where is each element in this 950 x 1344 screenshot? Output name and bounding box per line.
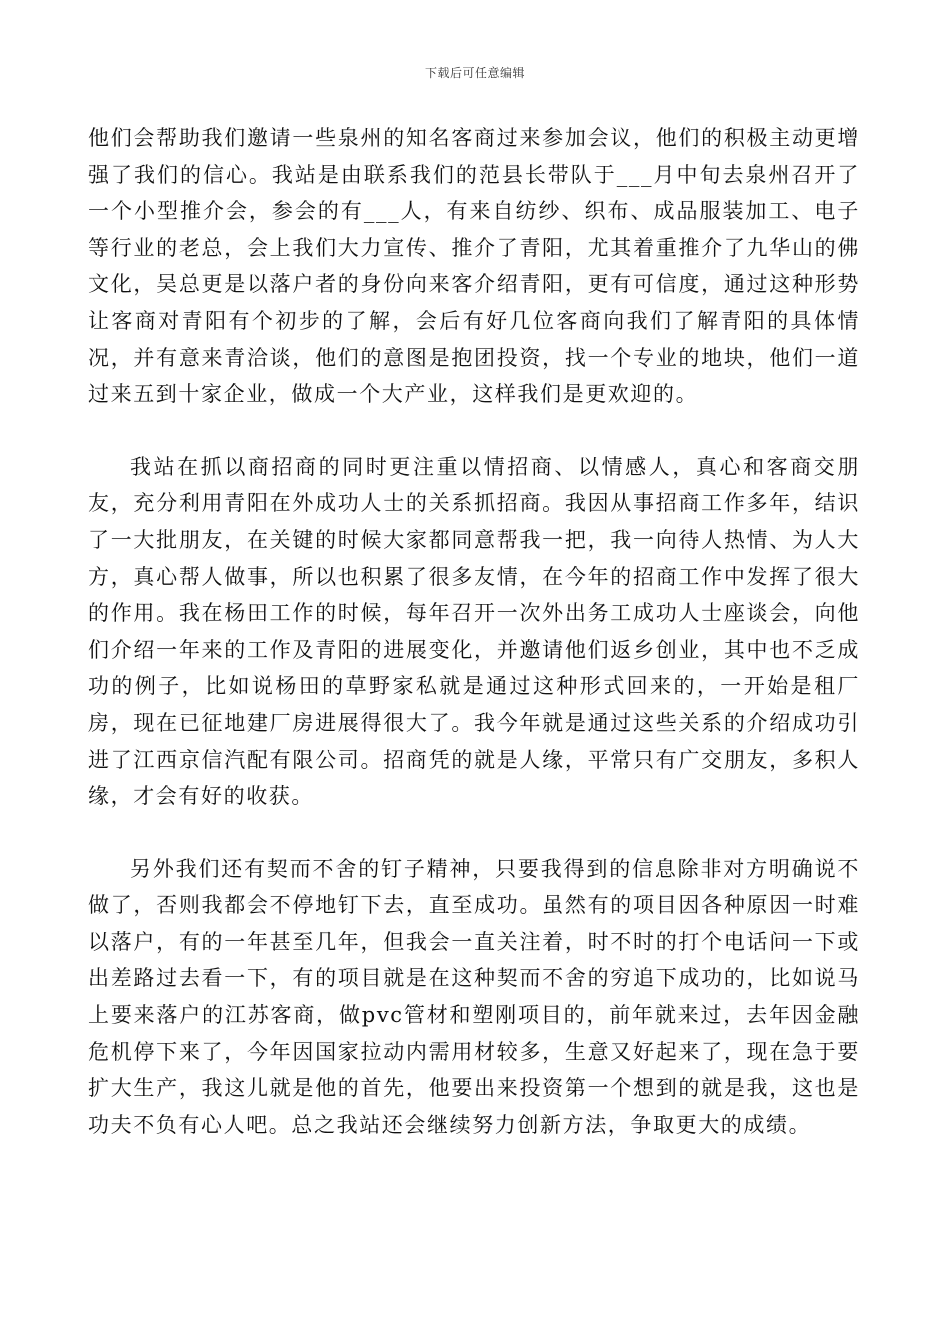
paragraph-1: 他们会帮助我们邀请一些泉州的知名客商过来参加会议，他们的积极主动更增强了我们的信心。我站是由联系我们的范县长带队于___月中旬去泉州召开了一个小型推介会，参会的有___人，有来自纺纱、织布、成品服装加工、电子等行业的老总，会上我们大力宣传、推介了青阳，尤其着重推介了九华山的佛文化，吴总更是以落户者的身份向来客介绍青阳，更有可信度，通过这种形势让客商对青阳有个初步的了解，会后有好几位客商向我们了解青阳的具体情况，并有意来青洽谈，他们的意图是抱团投资，找一个专业的地块，他们一道过来五到十家企业，做成一个大产业，这样我们是更欢迎的。 (88, 126, 860, 407)
document-body (88, 120, 860, 1143)
paragraph-2: 我站在抓以商招商的同时更注重以情招商、以情感人，真心和客商交朋友，充分利用青阳在外成功人士的关系抓招商。我因从事招商工作多年，结识了一大批朋友，在关键的时候大家都同意帮我一把，我一向待人热情、为人大方，真心帮人做事，所以也积累了很多友情，在今年的招商工作中发挥了很大的作用。我在杨田工作的时候，每年召开一次外出务工成功人士座谈会，向他们介绍一年来的工作及青阳的进展变化，并邀请他们返乡创业，其中也不乏成功的例子，比如说杨田的草野家私就是通过这种形式回来的，一开始是租厂房，现在已征地建厂房进展得很大了。我今年就是通过这些关系的介绍成功引进了江西京信汽配有限公司。招商凭的就是人缘，平常只有广交朋友，多积人缘，才会有好的收获。 (88, 454, 860, 809)
page-header-note: 下载后可任意编辑 (424, 66, 525, 80)
paragraph-3: 另外我们还有契而不舍的钉子精神，只要我得到的信息除非对方明确说不做了，否则我都会不停地钉下去，直至成功。虽然有的项目因各种原因一时难以落户，有的一年甚至几年，但我会一直关注着，时不时的打个电话问一下或出差路过去看一下，有的项目就是在这种契而不舍的穷追下成功的，比如说马上要来落户的江苏客商，做pvc管材和塑刚项目的，前年就来过，去年因金融危机停下来了，今年因国家拉动内需用材较多，生意又好起来了，现在急于要扩大生产，我这儿就是他的首先，他要出来投资第一个想到的就是我，这也是功夫不负有心人吧。总之我站还会继续努力创新方法，争取更大的成绩。 (88, 856, 860, 1137)
